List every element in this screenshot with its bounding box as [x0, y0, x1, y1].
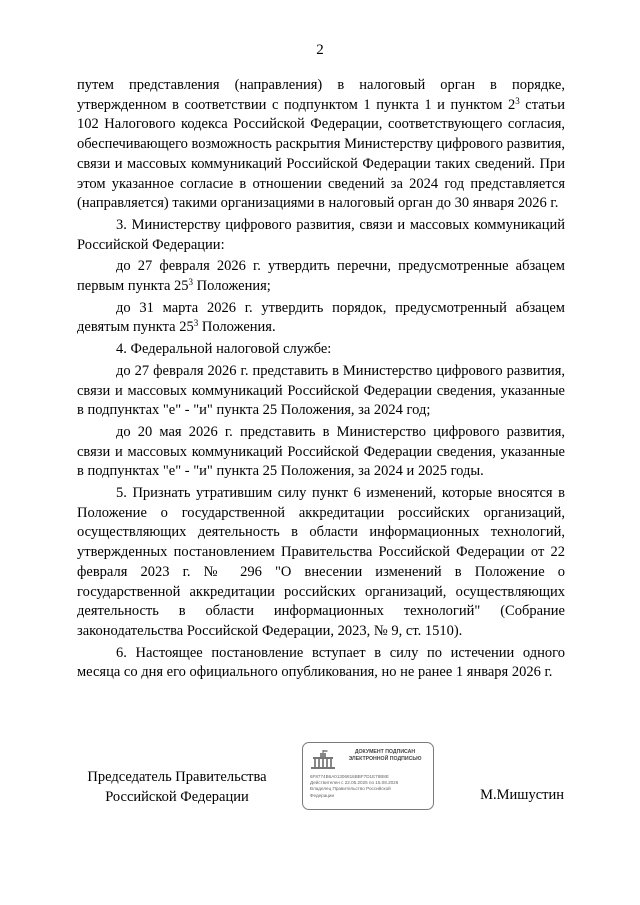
stamp-certificate: 6F8774B6A01306816BBF7D1E78B8E: [310, 774, 389, 779]
stamp-title-line-1: ДОКУМЕНТ ПОДПИСАН: [354, 749, 416, 755]
stamp-owner-line-2: Федерации: [310, 792, 335, 798]
paragraph-1: [77, 76, 565, 214]
paragraph-4-text-a: до 31 марта 2026 г. утвердить порядок, предусмотренный абзацем девятым пункта 25: [77, 299, 565, 336]
paragraph-1-text-b: статьи 102 Налогового кодекса Российской Федерации, соответствующего согласия, обеспечивающего возможность раскрытия Министерству цифрового развития, связи и массовых коммуникаций Российской Федерации таких сведений. При этом указанное согласие в отношении сведений за 2024 год представляется (направляется) такими организациями в налоговый орган до 30 января 2026 г.: [77, 96, 565, 212]
paragraph-7: до 20 мая 2026 г. представить в Министерство цифрового развития, связи и массовых коммуникаций Российской Федерации сведения, указанные в подпунктах "е" - "и" пункта 25 Положения, за 2024 и 2025 годы.: [77, 423, 565, 480]
paragraph-4: [77, 299, 565, 338]
paragraph-8: 5. Признать утратившим силу пункт 6 изменений, которые вносятся в Положение о государственной аккредитации российских организаций, осуществляющих деятельность в области информационных технологий, утвержденных постановлением Правительства Российской Федерации от 22 февраля 2023 г. № 296 "О внесении изменений в Положение о государственной аккредитации российских организаций, осуществляющих деятельность в области информационных технологий" (Собрание законодательства Российской Федерации, 2023, № 9, ст. 1510).: [77, 485, 565, 639]
signatory-position-line-1: Председатель Правительства: [87, 769, 267, 785]
paragraph-3-text-b: Положения;: [193, 278, 271, 295]
paragraph-6: до 27 февраля 2026 г. представить в Министерство цифрового развития, связи и массовых коммуникаций Российской Федерации сведения, указанные в подпунктах "е" - "и" пункта 25 Положения, за 2024 год;: [77, 362, 565, 419]
paragraph-2: 3. Министерству цифрового развития, связи и массовых коммуникаций Российской Федерации:: [77, 216, 565, 253]
stamp-owner-line-1: Владелец Правительство Российской: [310, 786, 391, 792]
superscript: 3: [515, 95, 520, 106]
document-body: [77, 76, 565, 683]
government-building-icon: [310, 750, 336, 770]
paragraph-4-text-b: Положения.: [198, 319, 276, 336]
stamp-title-line-2: ЭЛЕКТРОННОЙ ПОДПИСЬЮ: [348, 755, 422, 762]
stamp-details: [310, 774, 432, 799]
page-number: 2: [316, 42, 324, 58]
signatory-position: [77, 768, 277, 807]
paragraph-1-text-a: путем представления (направления) в налоговый орган в порядке, утвержденном в соответствии с подпунктом 1 пункта 1 и пунктом 2: [77, 77, 565, 113]
signatory-position-line-2: Российской Федерации: [105, 788, 249, 805]
electronic-signature-stamp: [302, 742, 434, 810]
stamp-validity: Действителен с 22.05.2025 по 15.08.2026: [310, 780, 399, 786]
paragraph-3: [77, 257, 565, 296]
paragraph-3-text-a: до 27 февраля 2026 г. утвердить перечни, предусмотренные абзацем первым пункта 25: [77, 258, 565, 295]
superscript: 3: [188, 277, 194, 288]
superscript: 3: [193, 318, 199, 329]
stamp-title: [339, 749, 431, 762]
paragraph-5: 4. Федеральной налоговой службе:: [116, 341, 332, 358]
paragraph-9: 6. Настоящее постановление вступает в силу по истечении одного месяца со дня его официального опубликования, но не ранее 1 января 2026 г.: [77, 644, 565, 681]
signatory-name: М.Мишустин: [480, 787, 564, 803]
